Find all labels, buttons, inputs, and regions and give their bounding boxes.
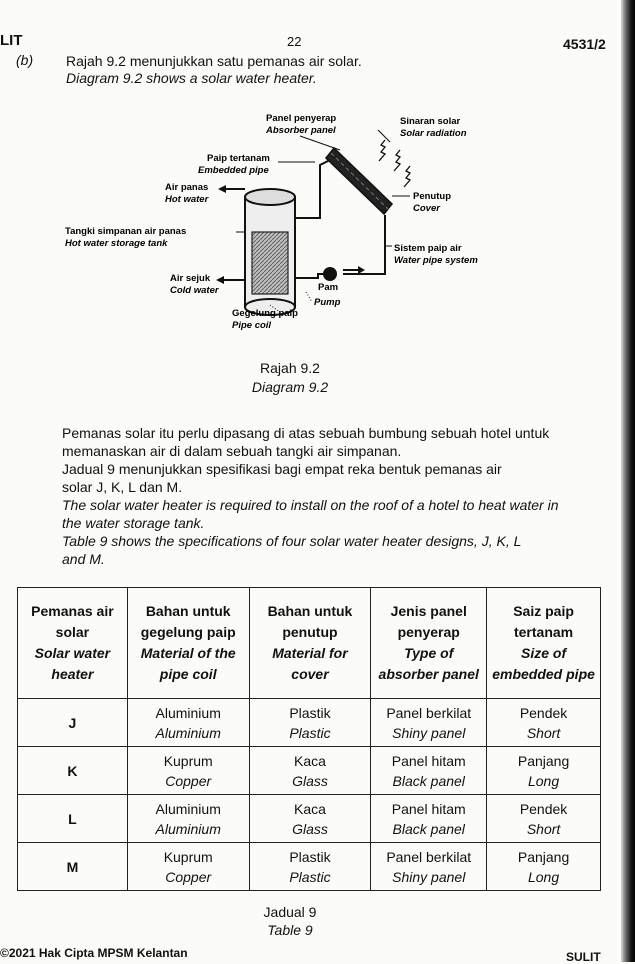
label-embedded-ms: Paip tertanam: [207, 153, 270, 164]
table-cell-heater: J: [18, 699, 128, 747]
label-coil-ms: Gegelung paip: [232, 308, 298, 319]
table-cell-heater: L: [18, 795, 128, 843]
table-cell: Pendek Short: [487, 699, 601, 747]
paragraph-en-line: The solar water heater is required to install on the roof of a hotel to heat water in: [62, 497, 559, 513]
label-solar-ms: Sinaran solar: [400, 116, 461, 127]
table-cell: Pendek Short: [487, 795, 601, 843]
table-cell: Plastik Plastic: [249, 843, 371, 891]
table-cell: Panjang Long: [487, 843, 601, 891]
table-cell: Kaca Glass: [249, 795, 371, 843]
table-cell: Kaca Glass: [249, 747, 371, 795]
table-cell: Kuprum Copper: [127, 747, 249, 795]
table-header-row: [18, 588, 601, 699]
table-cell: Panel hitam Black panel: [371, 795, 487, 843]
question-intro: [66, 53, 362, 87]
paragraph-ms-line: Pemanas solar itu perlu dipasang di atas sebuah bumbung sebuah hotel untuk: [62, 425, 550, 441]
solar-radiation-arrows-icon: [379, 140, 410, 187]
copyright-footer: ©2021 Hak Cipta MPSM Kelantan: [0, 946, 188, 960]
paragraph-en-line: Table 9 shows the specifications of four solar water heater designs, J, K, L: [62, 533, 522, 549]
intro-english: Diagram 9.2 shows a solar water heater.: [66, 70, 317, 86]
table-row: [18, 699, 601, 747]
paper-code: 4531/2: [563, 36, 606, 52]
table-cell: Aluminium Aluminium: [127, 795, 249, 843]
specification-table: [17, 587, 601, 891]
paragraph-ms-line: memanaskan air di dalam sebuah tangki air simpanan.: [62, 443, 402, 459]
table-row: [18, 747, 601, 795]
table-cell: Kuprum Copper: [127, 843, 249, 891]
table-row: [18, 795, 601, 843]
storage-tank: [245, 189, 295, 315]
label-pump-ms: Pam: [318, 282, 339, 293]
header-left-text: LIT: [0, 32, 23, 49]
diagram-caption-en: Diagram 9.2: [251, 379, 329, 395]
table-caption-en: Table 9: [267, 922, 313, 938]
sulit-marker: SULIT: [566, 950, 601, 964]
table-cell: Plastik Plastic: [249, 699, 371, 747]
label-absorber-en: Absorber panel: [266, 125, 336, 136]
table-cell: Panjang Long: [487, 747, 601, 795]
label-pump-en: Pump: [314, 297, 341, 308]
label-pipe-system-en: Water pipe system: [394, 255, 478, 266]
label-cold-en: Cold water: [170, 285, 219, 296]
page-number: 22: [287, 34, 302, 49]
label-cover-ms: Penutup: [413, 191, 451, 202]
label-hot-ms: Air panas: [165, 182, 209, 193]
intro-malay: Rajah 9.2 menunjukkan satu pemanas air solar.: [66, 53, 362, 69]
table-header-cell: Bahan untuk gegelung paip Material of the pipe coil: [127, 588, 249, 699]
paragraph-ms-line: Jadual 9 menunjukkan spesifikasi bagi empat reka bentuk pemanas air: [62, 461, 502, 477]
table-header-cell: Pemanas air solar Solar water heater: [18, 588, 128, 699]
label-cover-en: Cover: [413, 203, 440, 214]
table-header-cell: Jenis panel penyerap Type of absorber panel: [371, 588, 487, 699]
table-cell-heater: K: [18, 747, 128, 795]
label-pipe-system-ms: Sistem paip air: [394, 243, 462, 254]
table-cell: Panel hitam Black panel: [371, 747, 487, 795]
label-embedded-en: Embedded pipe: [198, 165, 269, 176]
label-hot-en: Hot water: [165, 194, 209, 205]
label-cold-ms: Air sejuk: [170, 273, 211, 284]
table-header-cell: Bahan untuk penutup Material for cover: [249, 588, 371, 699]
table-header-cell: Saiz paip tertanam Size of embedded pipe: [487, 588, 601, 699]
table-cell: Panel berkilat Shiny panel: [371, 699, 487, 747]
cold-water-arrow-icon: [216, 276, 224, 284]
diagram-caption-ms: Rajah 9.2: [260, 360, 320, 376]
label-absorber-ms: Panel penyerap: [266, 113, 337, 124]
table-cell-heater: M: [18, 843, 128, 891]
label-solar-en: Solar radiation: [400, 128, 467, 139]
paragraph-ms-line: solar J, K, L dan M.: [62, 479, 183, 495]
table-caption-ms: Jadual 9: [263, 904, 317, 920]
label-tank-en: Hot water storage tank: [65, 238, 168, 249]
solar-heater-diagram: [0, 100, 635, 350]
question-part-label: (b): [16, 52, 34, 68]
table-cell: Panel berkilat Shiny panel: [371, 843, 487, 891]
label-tank-ms: Tangki simpanan air panas: [65, 226, 187, 237]
pipe-coil-shape: [252, 232, 288, 294]
hot-water-arrow-icon: [218, 185, 226, 193]
paragraph-en-line: the water storage tank.: [62, 515, 205, 531]
paragraph: [62, 424, 610, 568]
label-coil-en: Pipe coil: [232, 320, 272, 331]
paragraph-en-line: and M.: [62, 551, 105, 567]
table-cell: Aluminium Aluminium: [127, 699, 249, 747]
table-row: [18, 843, 601, 891]
pump-circle: [323, 267, 337, 281]
